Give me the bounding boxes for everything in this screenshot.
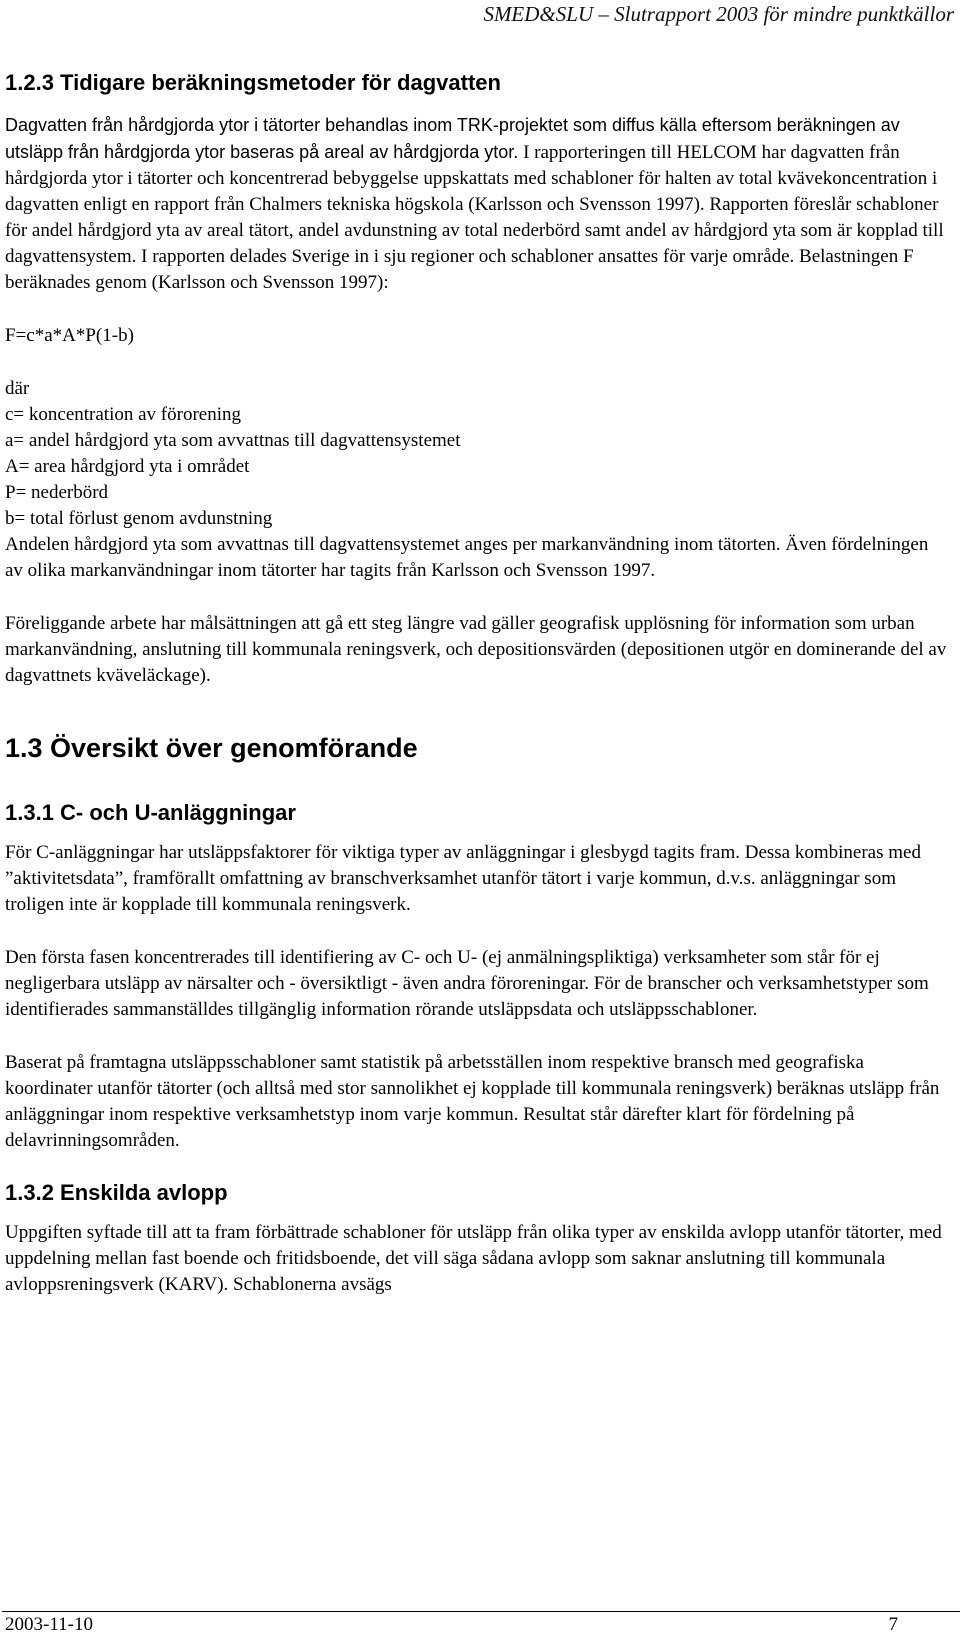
paragraph-baserat: Baserat på framtagna utsläppsschabloner samt statistik på arbetsställen inom respektive bransch med geografiska koordinater utanför tätorter (och alltså med stor sannolikhet ej kopplade till kommunala reningsverk) beräknas utsläpp från anläggningar inom respektive verksamhetstyp inom varje kommun. Resultat står därefter klart för fördelning på delavrinningsområden. [5, 1052, 940, 1151]
formula-definitions [5, 376, 950, 584]
section-heading-1-3: 1.3 Översikt över genomförande [5, 733, 418, 763]
definition-A: A= area hårdgjord yta i området [5, 456, 250, 477]
definition-c: c= koncentration av förorening [5, 404, 241, 425]
section-heading-1-3-2: 1.3.2 Enskilda avlopp [5, 1180, 228, 1205]
definition-a: a= andel hårdgjord yta som avvattnas till dagvattensystemet [5, 430, 461, 451]
page-number: 7 [888, 1614, 898, 1635]
paragraph-foreliggande: Föreliggande arbete har målsättningen att gå ett steg längre vad gäller geografisk upplösning för information som urban markanvändning, anslutning till kommunala reningsverk, och depositionsvärden (depositionen utgör en dominerande del av dagvattnets kväveläckage). [5, 613, 947, 686]
paragraph-markanvandning: Andelen hårdgjord yta som avvattnas till dagvattensystemet anges per markanvändning inom tätorten. Även fördelningen av olika markanvändningar inom tätorter har tagits från Karlsson och Svensson 1997. [5, 534, 929, 581]
paragraph-c-anlaggningar: För C-anläggningar har utsläppsfaktorer för viktiga typer av anläggningar i glesbygd tagits fram. Dessa kombineras med ”aktivitetsdata”, framförallt omfattning av branschverksamhet utanför tätort i varje kommun, d.v.s. anläggningar som troligen inte är kopplade till kommunala reningsverk. [5, 842, 921, 915]
paragraph-serif-part: I rapporteringen till HELCOM har dagvatten från hårdgjorda ytor i tätorter och koncentrerad bebyggelse uppskattats med schabloner för halten av total kvävekoncentration i dagvatten enligt en rapport från Chalmers tekniska högskola (Karlsson och Svensson 1997). Rapporten föreslår schabloner för andel hårdgjord yta av areal tätort, andel avdunstning av total nederbörd samt andel av hårdgjord yta som är kopplad till dagvattensystem. I rapporten delades Sverige in i sju regioner och schabloner ansattes för varje område. Belastningen F beräknades genom (Karlsson och Svensson 1997): [5, 142, 944, 293]
formula: F=c*a*A*P(1-b) [5, 325, 134, 346]
footer-date: 2003-11-10 [5, 1614, 93, 1635]
definition-b: b= total förlust genom avdunstning [5, 508, 273, 529]
section-heading-1-2-3: 1.2.3 Tidigare beräkningsmetoder för dagvatten [5, 70, 501, 95]
paragraph-sans-part: Dagvatten från hårdgjorda ytor i tätorter behandlas inom TRK-projektet som diffus källa eftersom beräkningen av utsläpp från hårdgjorda ytor baseras på areal av hårdgjorda ytor. [5, 115, 900, 162]
paragraph-enskilda-avlopp: Uppgiften syftade till att ta fram förbättrade schabloner för utsläpp från olika typer av enskilda avlopp utanför tätorter, med uppdelning mellan fast boende och fritidsboende, det vill säga sådana avlopp som saknar anslutning till kommunala avloppsreningsverk (KARV). Schablonerna avsägs [5, 1222, 942, 1295]
running-header: SMED&SLU – Slutrapport 2003 för mindre punktkällor [483, 2, 954, 26]
footer-divider [2, 1611, 960, 1612]
page-content [5, 70, 950, 1298]
definition-where: där [5, 378, 30, 399]
paragraph-dagvatten-intro [5, 112, 950, 296]
section-heading-1-3-1: 1.3.1 C- och U-anläggningar [5, 800, 296, 825]
definition-P: P= nederbörd [5, 482, 109, 503]
paragraph-forsta-fasen: Den första fasen koncentrerades till identifiering av C- och U- (ej anmälningspliktiga) verksamheter som står för ej negligerbara utsläpp av närsalter och - översiktligt - även andra föroreningar. För de branscher och verksamhetstyper som identifierades sammanställdes tillgänglig information rörande utsläppsdata och utsläppsschabloner. [5, 947, 929, 1020]
